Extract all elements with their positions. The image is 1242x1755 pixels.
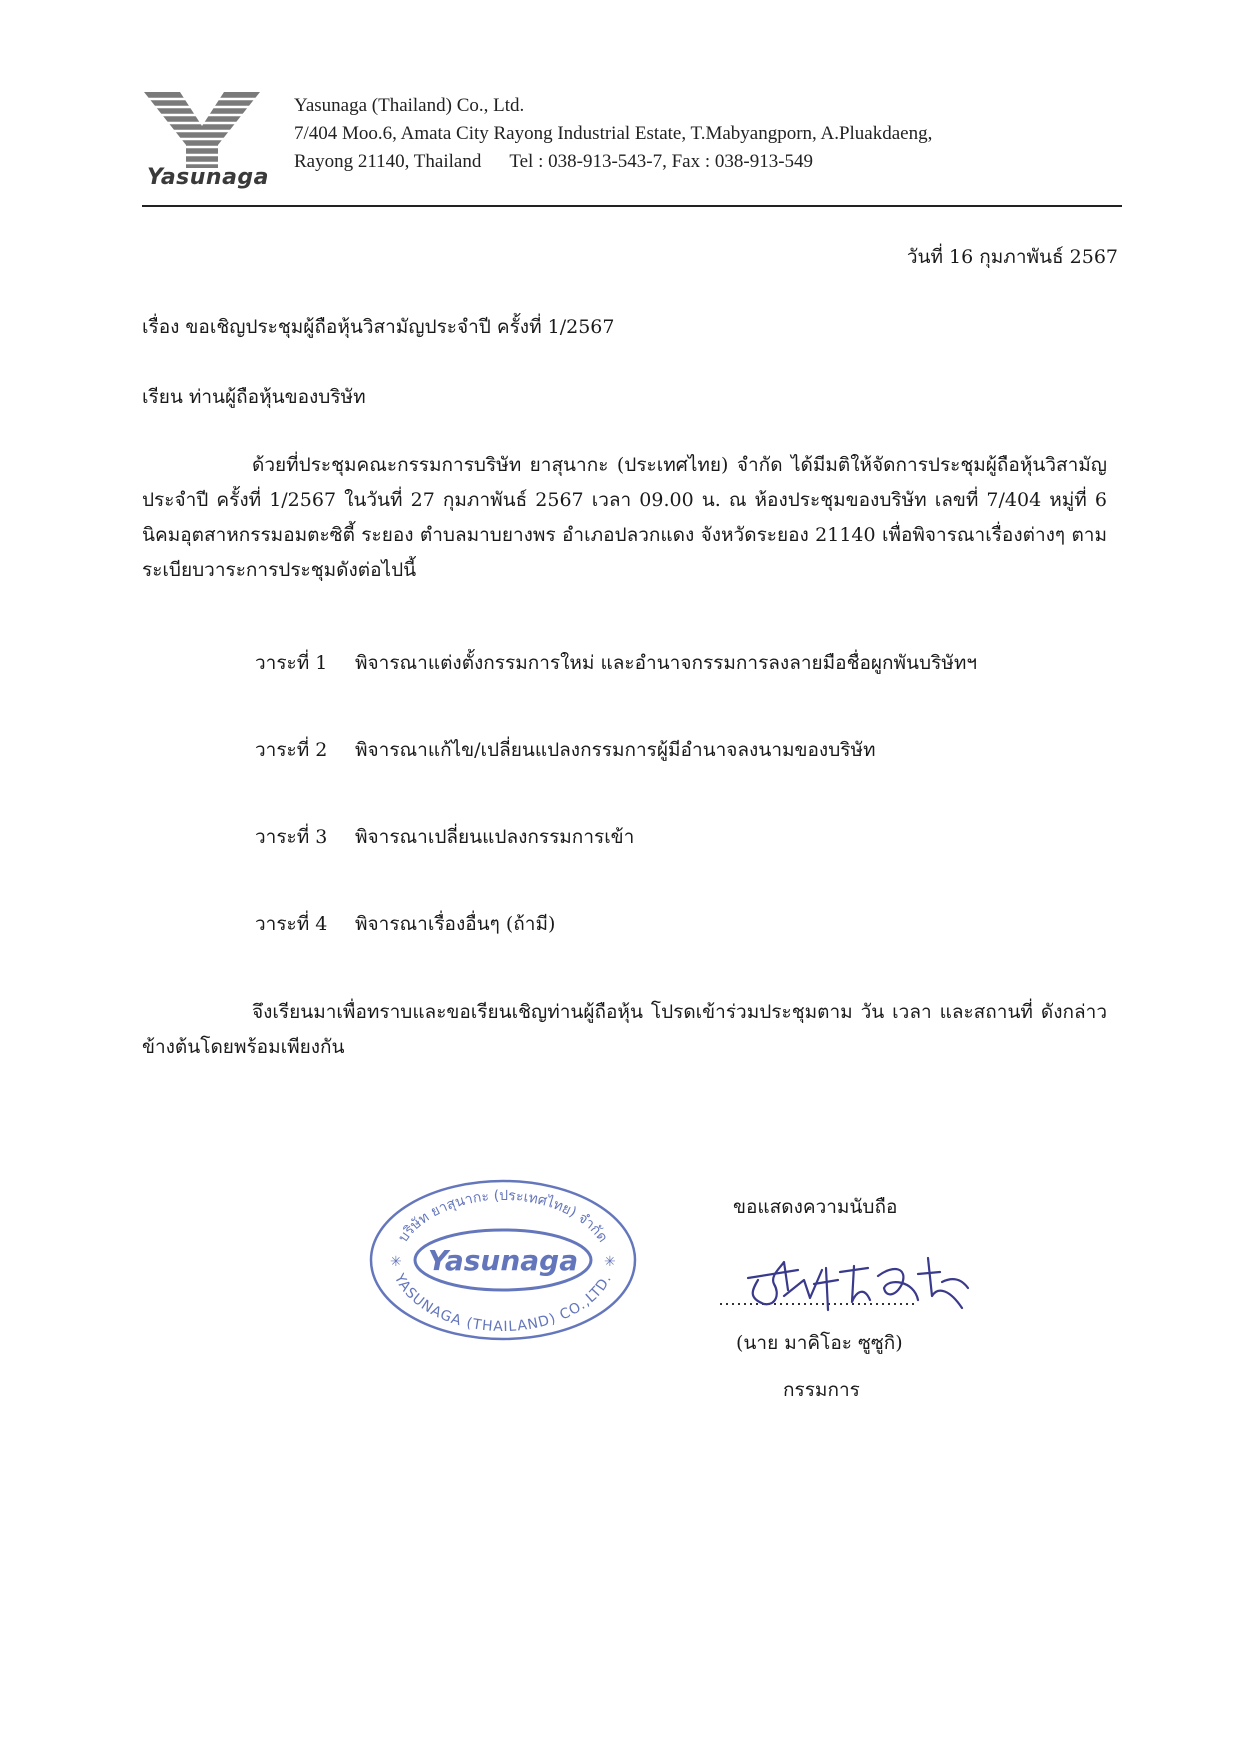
body-paragraph-1-text: ด้วยที่ประชุมคณะกรรมการบริษัท ยาสุนากะ (ประเทศไทย) จำกัด ได้มีมติให้จัดการประชุมผู้ถือหุ้นวิสามัญประจำปี ครั้งที่ 1/2567 ในวันที่ 27 กุมภาพันธ์ 2567 เวลา 09.00 น. ณ ห้องประชุมของบริษัท เลขที่ 7/404 หมู่ที่ 6 นิคมอุตสาหกรรมอมตะซิตี้ ระยอง ตำบลมาบยางพร อำเภอปลวกแดง จังหวัดระยอง 21140 เพื่อพิจารณาเรื่องต่างๆ ตามระเบียบวาระการประชุมดังต่อไปนี้ <box>142 454 1107 581</box>
svg-text:✳: ✳ <box>390 1254 402 1270</box>
company-name: Yasunaga (Thailand) Co., Ltd. <box>294 95 525 116</box>
agenda-number: วาระที่ 3 <box>255 826 328 848</box>
agenda-text: พิจารณาเรื่องอื่นๆ (ถ้ามี) <box>355 913 556 935</box>
svg-text:YASUNAGA (THAILAND) CO.,LTD. <box>390 1271 615 1336</box>
letter-date: วันที่ 16 กุมภาพันธ์ 2567 <box>906 246 1118 268</box>
agenda-text: พิจารณาแต่งตั้งกรรมการใหม่ และอำนาจกรรมการลงลายมือชื่อผูกพันบริษัทฯ <box>355 652 978 674</box>
body-paragraph-1 <box>142 448 1107 588</box>
company-address-block <box>294 92 932 176</box>
company-stamp-icon <box>368 1178 638 1343</box>
agenda-text: พิจารณาเปลี่ยนแปลงกรรมการเข้า <box>355 826 635 848</box>
svg-text:บริษัท ยาสุนากะ (ประเทศไทย) จำ <box>395 1188 610 1245</box>
agenda-number: วาระที่ 2 <box>255 739 328 761</box>
agenda-item <box>255 909 555 939</box>
header-divider <box>142 205 1122 207</box>
handwritten-signature-icon <box>718 1240 998 1320</box>
stamp-center-text: Yasunaga <box>427 1244 579 1277</box>
signer-title: กรรมการ <box>783 1379 860 1401</box>
agenda-number: วาระที่ 4 <box>255 913 328 935</box>
address-line-2: Rayong 21140, Thailand <box>294 151 482 172</box>
contact-numbers: Tel : 038-913-543-7, Fax : 038-913-549 <box>509 151 814 172</box>
signer-name: (นาย มาคิโอะ ซูซูกิ) <box>736 1332 903 1354</box>
closing-phrase: ขอแสดงความนับถือ <box>733 1196 898 1218</box>
agenda-text: พิจารณาแก้ไข/เปลี่ยนแปลงกรรมการผู้มีอำนาจลงนามของบริษัท <box>355 739 876 761</box>
body-paragraph-2 <box>142 995 1107 1065</box>
logo-wordmark: Yasunaga <box>147 165 270 190</box>
letter-subject: เรื่อง ขอเชิญประชุมผู้ถือหุ้นวิสามัญประจำปี ครั้งที่ 1/2567 <box>142 316 615 338</box>
agenda-number: วาระที่ 1 <box>255 652 328 674</box>
address-line-1: 7/404 Moo.6, Amata City Rayong Industrial Estate, T.Mabyangporn, A.Pluakdaeng, <box>294 123 933 144</box>
agenda-item <box>255 735 876 765</box>
letter-salutation: เรียน ท่านผู้ถือหุ้นของบริษัท <box>142 386 366 408</box>
body-paragraph-2-text: จึงเรียนมาเพื่อทราบและขอเรียนเชิญท่านผู้ถือหุ้น โปรดเข้าร่วมประชุมตาม วัน เวลา และสถานที่ ดังกล่าวข้างต้นโดยพร้อมเพียงกัน <box>142 1001 1107 1058</box>
svg-text:✳: ✳ <box>604 1254 616 1270</box>
agenda-item <box>255 822 634 852</box>
agenda-item <box>255 648 977 678</box>
stamp-bottom-text: YASUNAGA (THAILAND) CO.,LTD. <box>390 1271 616 1336</box>
stamp-top-text: บริษัท ยาสุนากะ (ประเทศไทย) จำกัด <box>395 1187 611 1246</box>
